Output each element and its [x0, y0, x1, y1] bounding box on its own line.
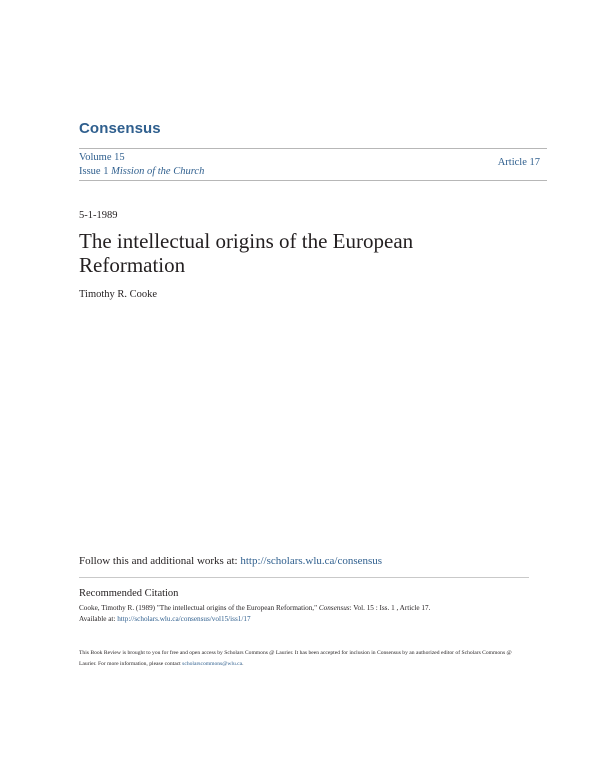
citation-text — [79, 603, 539, 625]
citation-journal: Consensus — [318, 604, 350, 612]
citation-text-after: : Vol. 15 : Iss. 1 , Article 17. — [349, 604, 431, 612]
follow-label: Follow this and additional works at: — [79, 555, 238, 567]
issue-number: Issue 1 — [79, 166, 109, 177]
document-title: The intellectual origins of the European Reformation — [79, 229, 414, 277]
notice-text: This Book Review is brought to you for free and open access by Scholars Commons @ Laurier. It has been accepted for inclusion in Consensus by an authorized editor of Scholars Commons @ Laurier. For more information, please contact — [79, 650, 512, 667]
publication-date: 5-1-1989 — [79, 210, 118, 221]
citation-rule — [79, 577, 529, 578]
issue-title: Mission of the Church — [111, 166, 205, 177]
contact-email-link[interactable]: scholarscommons@wlu.ca — [182, 661, 243, 667]
header-rule-top — [79, 148, 547, 149]
header-rule-bottom — [79, 180, 547, 181]
citation-text-before: Cooke, Timothy R. (1989) "The intellectual origins of the European Reformation," — [79, 604, 318, 612]
recommended-citation-heading: Recommended Citation — [79, 588, 179, 599]
follow-link[interactable]: http://scholars.wlu.ca/consensus — [240, 555, 383, 567]
notice-text-end: . — [242, 661, 244, 667]
journal-title[interactable]: Consensus — [79, 120, 161, 137]
issue-link[interactable] — [79, 166, 204, 177]
volume-link[interactable]: Volume 15 — [79, 152, 125, 163]
available-link[interactable]: http://scholars.wlu.ca/consensus/vol15/iss1/17 — [117, 615, 251, 623]
follow-line — [79, 555, 382, 567]
author-name: Timothy R. Cooke — [79, 289, 158, 300]
article-number[interactable]: Article 17 — [497, 157, 540, 168]
available-label: Available at: — [79, 615, 116, 623]
volume-issue-block — [79, 151, 204, 179]
access-notice — [79, 648, 529, 670]
